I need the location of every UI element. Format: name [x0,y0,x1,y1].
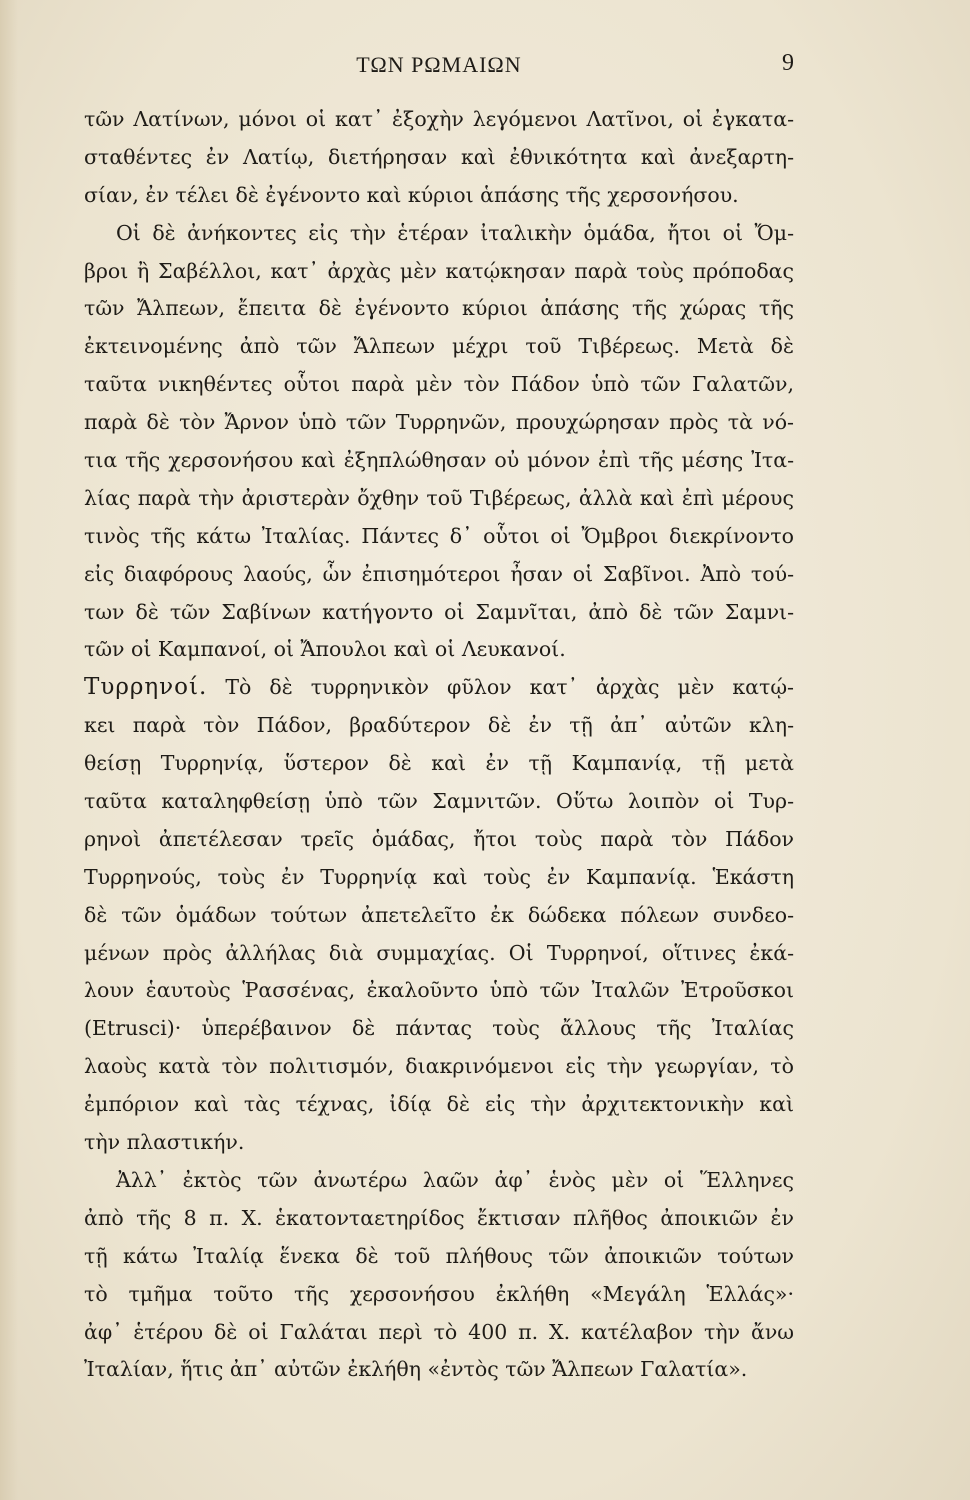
section-heading-word: Τυρρηνοί. [84,674,208,701]
text-line: Ἰταλίαν, ἥτις ἀπ᾽ αὐτῶν ἐκλήθη «ἐντὸς τῶν Ἄλπεων Γαλατία». [84,1357,748,1382]
text-line: σίαν, ἐν τέλει δὲ ἐγένοντο καὶ κύριοι ἁπάσης τῆς χερσονήσου. [84,182,739,207]
text-line: ταῦτα νικηθέντες οὗτοι παρὰ μὲν τὸν Πάδον ὑπὸ τῶν Γαλατῶν, [84,372,794,397]
text-line: λουν ἑαυτοὺς Ῥασσένας, ἐκαλοῦντο ὑπὸ τῶν Ἰταλῶν Ἐτροῦσκοι [84,978,794,1003]
text-line: λίας παρὰ τὴν ἀριστερὰν ὄχθην τοῦ Τιβέρεως, ἀλλὰ καὶ ἐπὶ μέρους [84,485,794,510]
page-header [84,52,794,86]
text-line: ἐκτεινομένης ἀπὸ τῶν Ἄλπεων μέχρι τοῦ Τιβέρεως. Μετὰ δὲ [84,334,794,359]
text-line: δὲ τῶν ὁμάδων τούτων ἀπετελεῖτο ἐκ δώδεκα πόλεων συνδεο- [84,902,794,927]
text-line: Οἱ δὲ ἀνήκοντες εἰς τὴν ἑτέραν ἰταλικὴν ὁμάδα, ἤτοι οἱ Ὄμ- [116,220,794,245]
text-line: ἀφ᾽ ἑτέρου δὲ οἱ Γαλάται περὶ τὸ 400 π. Χ. κατέλαβον τὴν ἄνω [84,1319,794,1344]
text-line: κει παρὰ τὸν Πάδον, βραδύτερον δὲ ἐν τῇ ἀπ᾽ αὐτῶν κλη- [84,713,794,738]
text-line: (Etrusci)· ὑπερέβαινον δὲ πάντας τοὺς ἄλλους τῆς Ἰταλίας [84,1016,794,1041]
text-line: θείσῃ Τυρρηνίᾳ, ὕστερον δὲ καὶ ἐν τῇ Καμπανίᾳ, τῇ μετὰ [84,751,794,776]
text-line: τινὸς τῆς κάτω Ἰταλίας. Πάντες δ᾽ οὗτοι οἱ Ὄμβροι διεκρίνοντο [84,523,794,548]
page-gutter-shadow [0,0,18,1500]
text-line: σταθέντες ἐν Λατίῳ, διετήρησαν καὶ ἐθνικότητα καὶ ἀνεξαρτη- [84,144,794,169]
text-line: παρὰ δὲ τὸν Ἄρνον ὑπὸ τῶν Τυρρηνῶν, προυχώρησαν πρὸς τὰ νό- [84,410,794,435]
text-line: ταῦτα καταληφθείσῃ ὑπὸ τῶν Σαμνιτῶν. Οὕτω λοιπὸν οἱ Τυρ- [84,789,794,814]
text-line: ἐμπόριον καὶ τὰς τέχνας, ἰδίᾳ δὲ εἰς τὴν ἀρχιτεκτονικὴν καὶ [84,1092,794,1117]
page-number: 9 [782,50,794,76]
text-line: Τυρρηνούς, τοὺς ἐν Τυρρηνίᾳ καὶ τοὺς ἐν Καμπανίᾳ. Ἑκάστη [84,864,794,889]
body-text [84,101,794,1389]
text-line-section-start [84,669,794,707]
text-line: μένων πρὸς ἀλλήλας διὰ συμμαχίας. Οἱ Τυρρηνοί, οἵτινες ἐκά- [84,940,794,965]
text-line: ἀπὸ τῆς 8 π. Χ. ἑκατονταετηρίδος ἔκτισαν πλῆθος ἀποικιῶν ἐν [84,1205,794,1230]
running-head: ΤΩΝ ΡΩΜΑΙΩΝ [356,52,522,77]
text-line: τῶν οἱ Καμπανοί, οἱ Ἄπουλοι καὶ οἱ Λευκανοί. [84,637,566,662]
text-line: τια τῆς χερσονήσου καὶ ἐξηπλώθησαν οὐ μόνον ἐπὶ τῆς μέσης Ἰτα- [84,448,794,473]
text-line: τῶν Λατίνων, μόνοι οἱ κατ᾽ ἐξοχὴν λεγόμενοι Λατῖνοι, οἱ ἐγκατα- [84,107,794,131]
text-line: τὴν πλαστικήν. [84,1130,245,1155]
text-line: εἰς διαφόρους λαούς, ὧν ἐπισημότεροι ἦσαν οἱ Σαβῖνοι. Ἀπὸ τού- [84,561,794,586]
section-line-text: Τὸ δὲ τυρρηνικὸν φῦλον κατ᾽ ἀρχὰς μὲν κατῴ- [225,675,794,700]
text-line: λαοὺς κατὰ τὸν πολιτισμόν, διακρινόμενοι εἰς τὴν γεωργίαν, τὸ [84,1054,794,1079]
text-line: βροι ἢ Σαβέλλοι, κατ᾽ ἀρχὰς μὲν κατῴκησαν παρὰ τοὺς πρόποδας [84,258,794,283]
text-line: τῶν Ἄλπεων, ἔπειτα δὲ ἐγένοντο κύριοι ἁπάσης τῆς χώρας τῆς [84,296,794,321]
text-line: ρηνοὶ ἀπετέλεσαν τρεῖς ὁμάδας, ἤτοι τοὺς παρὰ τὸν Πάδον [84,826,794,851]
text-line: Ἀλλ᾽ ἐκτὸς τῶν ἀνωτέρω λαῶν ἀφ᾽ ἑνὸς μὲν οἱ Ἕλληνες [116,1167,794,1192]
text-line: τῇ κάτω Ἰταλίᾳ ἕνεκα δὲ τοῦ πλήθους τῶν ἀποικιῶν τούτων [84,1243,794,1268]
text-line: τὸ τμῆμα τοῦτο τῆς χερσονήσου ἐκλήθη «Μεγάλη Ἑλλάς»· [84,1281,794,1306]
text-line: των δὲ τῶν Σαβίνων κατήγοντο οἱ Σαμνῖται, ἀπὸ δὲ τῶν Σαμνι- [84,599,794,624]
